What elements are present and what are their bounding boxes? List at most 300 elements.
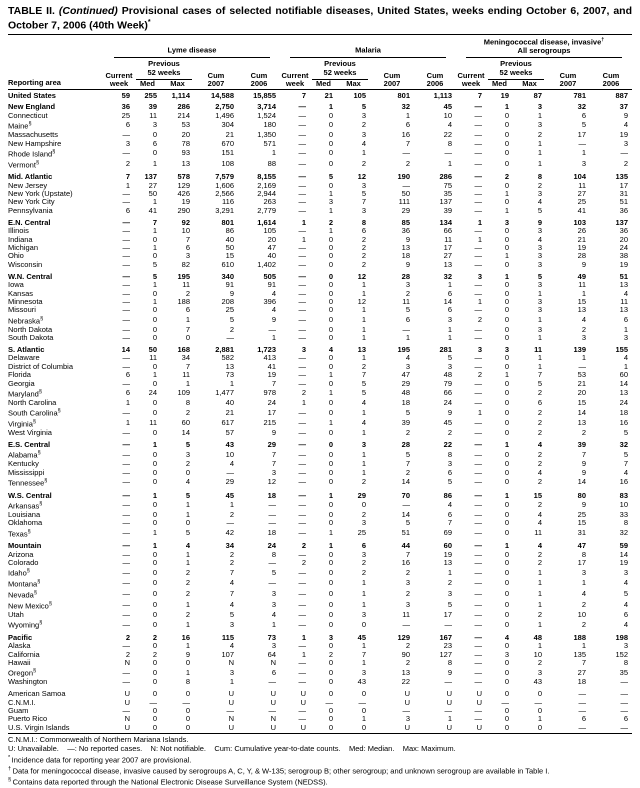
value-cell: 5	[405, 449, 411, 459]
value-cell: —	[122, 315, 130, 324]
value-cell: 7	[537, 370, 543, 380]
value-cell: 0	[504, 600, 510, 610]
value-cell: 3	[405, 280, 411, 290]
value-cell: 0	[504, 159, 510, 169]
reporting-area-label: Oregon§	[8, 668, 37, 678]
value-cell: 78	[181, 138, 190, 148]
value-cell: 2	[581, 619, 587, 629]
value-cell: —	[122, 459, 130, 469]
value-cell: 0	[328, 459, 334, 469]
value-cell: 1	[361, 305, 367, 315]
value-cell: 13	[619, 280, 629, 290]
value-cell: —	[534, 697, 543, 707]
value-cell: —	[578, 697, 587, 707]
value-cell: 2	[537, 609, 543, 619]
reporting-area-label: Hawaii	[8, 657, 31, 667]
value-cell: 195	[397, 344, 411, 354]
value-cell: 5	[537, 378, 543, 388]
value-cell: 34	[181, 353, 190, 363]
value-cell: —	[474, 172, 483, 182]
value-cell: 2	[477, 315, 483, 324]
value-cell: 2	[328, 217, 334, 227]
value-cell: 14	[577, 407, 587, 417]
value-cell: 1	[504, 271, 510, 281]
value-cell: 0	[504, 518, 510, 528]
value-cell: 75	[443, 180, 453, 190]
value-cell: 7	[361, 197, 367, 207]
value-cell: 19	[619, 130, 629, 140]
value-cell: 49	[577, 271, 587, 281]
value-cell: 2	[229, 324, 234, 334]
table-body	[8, 89, 632, 732]
value-cell: —	[298, 172, 307, 182]
value-cell: 6	[125, 370, 130, 380]
col-header-cum-2006: Cum 2006	[414, 58, 456, 89]
value-cell: 340	[221, 271, 234, 281]
reporting-area-label: Idaho§	[8, 568, 30, 578]
value-cell: 1	[537, 714, 543, 724]
value-cell: 12	[357, 172, 367, 182]
col-header-cum-2007: Cum 2007	[194, 58, 238, 89]
value-cell: —	[298, 418, 307, 428]
value-cell: 12	[357, 296, 367, 306]
value-cell: 134	[439, 217, 453, 227]
value-cell: 11	[578, 180, 587, 190]
value-cell: 281	[439, 344, 453, 354]
value-cell: 111	[398, 197, 411, 207]
value-cell: 0	[504, 110, 510, 120]
value-cell: 10	[181, 226, 190, 236]
value-cell: 0	[185, 518, 190, 528]
value-cell: —	[474, 518, 483, 528]
value-cell: 0	[152, 428, 157, 438]
value-cell: 1	[328, 189, 334, 199]
value-cell: 2	[405, 641, 411, 651]
value-cell: 2	[152, 632, 157, 642]
value-cell: —	[474, 509, 483, 519]
value-cell: 0	[504, 418, 510, 428]
value-cell: 1	[125, 418, 130, 428]
value-cell: 19	[577, 243, 587, 252]
value-cell: 86	[443, 490, 453, 500]
value-cell: —	[474, 440, 483, 450]
value-cell: 0	[504, 609, 510, 619]
value-cell: 0	[328, 333, 334, 343]
table-row	[8, 140, 632, 148]
value-cell: 14	[577, 477, 587, 487]
value-cell: 0	[504, 677, 510, 687]
value-cell: 23	[443, 641, 453, 651]
value-cell: 129	[397, 632, 411, 642]
value-cell: 2	[537, 407, 543, 417]
value-cell: 0	[152, 315, 157, 324]
value-cell: 18	[267, 490, 277, 500]
value-cell: 0	[537, 706, 543, 715]
value-cell: 3	[301, 344, 307, 354]
reporting-area-label: New Mexico§	[8, 601, 52, 611]
value-cell: 24	[267, 541, 277, 551]
value-cell: 0	[152, 722, 157, 732]
value-cell: 214	[177, 110, 190, 120]
value-cell: —	[226, 518, 234, 528]
value-cell: 3	[328, 197, 334, 207]
value-cell: —	[620, 697, 629, 707]
value-cell: 1	[504, 102, 510, 112]
value-cell: 104	[573, 172, 587, 182]
value-cell: —	[474, 305, 483, 315]
reporting-area-label: North Dakota	[8, 324, 53, 334]
value-cell: 304	[221, 120, 234, 130]
value-cell: 1	[301, 649, 307, 659]
value-cell: 24	[443, 397, 453, 407]
value-cell: 0	[152, 549, 157, 559]
value-cell: 801	[397, 90, 411, 100]
value-cell: 7	[623, 459, 629, 469]
value-cell: —	[122, 361, 130, 371]
value-cell: 0	[152, 305, 157, 315]
value-cell: —	[122, 567, 130, 577]
table-header	[8, 36, 632, 90]
value-cell: —	[122, 378, 130, 388]
value-cell: 17	[443, 243, 453, 252]
value-cell: 20	[619, 234, 629, 244]
value-cell: 8	[537, 172, 543, 182]
value-cell: 14	[401, 477, 411, 487]
value-cell: 36	[619, 205, 629, 215]
value-cell: 801	[221, 217, 234, 227]
value-cell: 1	[185, 509, 190, 519]
reporting-area-label: Tennessee§	[8, 478, 48, 488]
value-cell: —	[122, 518, 130, 528]
reporting-area-label: Wyoming§	[8, 620, 43, 630]
value-cell: 1	[185, 667, 190, 677]
value-cell: 1	[229, 677, 234, 687]
value-cell: —	[474, 619, 483, 629]
value-cell: —	[474, 324, 483, 334]
value-cell: 0	[504, 667, 510, 677]
value-cell: 0	[361, 619, 367, 629]
value-cell: 2	[537, 428, 543, 438]
table-row	[8, 539, 632, 551]
value-cell: 1	[152, 490, 157, 500]
value-cell: 0	[504, 280, 510, 290]
value-cell: 1	[537, 589, 543, 599]
value-cell: 11	[149, 353, 157, 363]
value-cell: U	[270, 689, 277, 699]
value-cell: 0	[152, 518, 157, 528]
value-cell: 37	[619, 102, 629, 112]
value-cell: 22	[443, 130, 453, 140]
value-cell: U	[404, 697, 411, 707]
value-cell: 48	[533, 632, 543, 642]
value-cell: 0	[504, 353, 510, 363]
value-cell: —	[298, 567, 307, 577]
value-cell: U	[228, 689, 234, 699]
value-cell: 9	[185, 649, 190, 659]
value-cell: 1	[361, 459, 367, 469]
value-cell: 0	[504, 333, 510, 343]
value-cell: —	[298, 189, 307, 199]
value-cell: 3	[125, 138, 130, 148]
reporting-area-label: New York City	[8, 197, 55, 207]
reporting-area-header: Reporting area	[8, 36, 104, 90]
value-cell: 167	[439, 632, 453, 642]
table-row	[8, 170, 632, 182]
value-cell: —	[474, 467, 483, 477]
value-cell: 0	[328, 243, 334, 252]
value-cell: —	[474, 459, 483, 469]
value-cell: 0	[328, 120, 334, 130]
value-cell: 29	[357, 490, 367, 500]
value-cell: 14	[401, 509, 411, 519]
value-cell: N	[228, 714, 234, 724]
value-cell: 33	[619, 509, 629, 519]
value-cell: —	[298, 180, 307, 190]
value-cell: 3	[361, 110, 367, 120]
value-cell: —	[268, 677, 277, 687]
table-title-continued: (Continued)	[58, 5, 118, 17]
reporting-area-label: Missouri	[8, 305, 36, 315]
value-cell: —	[474, 477, 483, 487]
value-cell: —	[474, 378, 483, 388]
value-cell: 7	[271, 378, 277, 388]
value-cell: 53	[577, 370, 587, 380]
value-cell: 7	[405, 459, 411, 469]
value-cell: 9	[623, 110, 629, 120]
value-cell: 35	[619, 667, 629, 677]
value-cell: 3	[271, 641, 277, 651]
value-cell: 0	[504, 180, 510, 190]
value-cell: —	[298, 197, 307, 207]
value-cell: 3	[405, 361, 411, 371]
value-cell: 28	[577, 251, 587, 261]
value-cell: 1,113	[433, 90, 453, 100]
value-cell: 11	[149, 110, 157, 120]
value-cell: 14	[619, 549, 629, 559]
value-cell: 31	[577, 527, 587, 537]
footnote-line: * Incidence data for reporting year 2007 are provisional.	[8, 754, 192, 765]
value-cell: 36	[401, 226, 411, 236]
value-cell: 47	[577, 541, 587, 551]
value-cell: 0	[504, 657, 510, 667]
value-cell: 2	[301, 541, 307, 551]
value-cell: 3	[361, 440, 367, 450]
value-cell: —	[122, 130, 130, 140]
value-cell: 20	[267, 234, 277, 244]
value-cell: 20	[181, 130, 190, 140]
value-cell: 1	[504, 490, 510, 500]
value-cell: 8	[447, 657, 453, 667]
value-cell: 135	[615, 172, 629, 182]
value-cell: —	[298, 226, 307, 236]
value-cell: 4	[623, 467, 629, 477]
value-cell: —	[298, 706, 307, 715]
value-cell: —	[578, 706, 587, 715]
value-cell: —	[474, 353, 483, 363]
value-cell: 45	[225, 490, 234, 500]
value-cell: 41	[267, 361, 277, 371]
value-cell: —	[474, 205, 483, 215]
value-cell: 9	[581, 259, 587, 269]
title-rule	[8, 34, 632, 35]
table-row	[8, 89, 632, 100]
value-cell: —	[298, 677, 307, 687]
value-cell: 215	[263, 418, 277, 428]
value-cell: 116	[222, 197, 234, 207]
value-cell: 0	[152, 361, 157, 371]
value-cell: —	[298, 459, 307, 469]
reporting-area-label: Mountain	[8, 541, 42, 551]
value-cell: U	[446, 722, 453, 732]
value-cell: 15	[577, 296, 587, 306]
value-cell: 1	[361, 428, 367, 438]
value-cell: 25	[577, 197, 587, 207]
value-cell: —	[182, 697, 190, 707]
col-header-med: Med	[310, 80, 337, 89]
value-cell: 1	[361, 407, 367, 417]
value-cell: —	[474, 600, 483, 610]
value-cell: 5	[623, 428, 629, 438]
value-cell: 3	[361, 667, 367, 677]
value-cell: 13	[443, 259, 453, 269]
value-cell: —	[474, 361, 483, 371]
value-cell: 2	[361, 509, 367, 519]
value-cell: 1	[537, 619, 543, 629]
value-cell: —	[298, 600, 307, 610]
value-cell: 1	[361, 578, 367, 588]
value-cell: 66	[443, 388, 453, 398]
value-cell: 1	[537, 110, 543, 120]
value-cell: 29	[267, 440, 277, 450]
value-cell: 32	[443, 271, 453, 281]
value-cell: 0	[328, 288, 334, 298]
value-cell: 4	[229, 641, 234, 651]
value-cell: 3	[447, 361, 453, 371]
value-cell: 50	[225, 243, 234, 252]
value-cell: 1,606	[215, 180, 234, 190]
value-cell: —	[474, 657, 483, 667]
table-row	[8, 589, 632, 600]
value-cell: 0	[185, 657, 190, 667]
value-cell: 21	[577, 234, 587, 244]
value-cell: 3	[447, 315, 453, 324]
value-cell: —	[298, 657, 307, 667]
value-cell: 0	[328, 397, 334, 407]
col-header-max: Max	[513, 80, 546, 89]
value-cell: 0	[185, 722, 190, 732]
value-cell: 31	[619, 189, 629, 199]
value-cell: 27	[443, 251, 453, 261]
value-cell: N	[270, 657, 277, 667]
value-cell: 2	[405, 657, 411, 667]
value-cell: 180	[263, 120, 277, 130]
value-cell: N	[270, 714, 277, 724]
value-cell: 0	[328, 477, 334, 487]
value-cell: —	[620, 689, 629, 699]
col-header-cum-2006: Cum 2006	[590, 58, 632, 89]
value-cell: 2,750	[215, 102, 234, 112]
reporting-area-label: United States	[8, 90, 56, 100]
value-cell: 0	[328, 110, 334, 120]
value-cell: 0	[152, 677, 157, 687]
value-cell: 5	[537, 271, 543, 281]
value-cell: —	[298, 280, 307, 290]
table-row	[8, 429, 632, 437]
value-cell: 1	[361, 288, 367, 298]
reporting-area-label: Mid. Atlantic	[8, 172, 53, 182]
value-cell: 2	[537, 418, 543, 428]
reporting-area-label: U.S. Virgin Islands	[8, 722, 70, 732]
value-cell: 21	[324, 90, 334, 100]
reporting-area-label: Ohio	[8, 251, 24, 261]
value-cell: —	[474, 226, 483, 236]
footnote-line: U: Unavailable. —: No reported cases. N: Not notifiable. Cum: Cumulative year-to-date counts. Med: Median. Max: Maximum.	[8, 744, 456, 754]
value-cell: 1	[361, 353, 367, 363]
value-cell: 7	[185, 234, 190, 244]
value-cell: —	[268, 509, 277, 519]
value-cell: 1	[152, 226, 157, 236]
value-cell: 12	[357, 271, 367, 281]
value-cell: 4	[537, 197, 543, 207]
value-cell: 0	[328, 689, 334, 699]
value-cell: 4	[271, 288, 277, 298]
value-cell: 0	[328, 509, 334, 519]
value-cell: 2	[361, 259, 367, 269]
value-cell: 10	[577, 609, 587, 619]
value-cell: 0	[152, 449, 157, 459]
value-cell: 286	[177, 102, 190, 112]
value-cell: 1	[581, 353, 587, 363]
col-header-cum-2006: Cum 2006	[238, 58, 280, 89]
value-cell: 1	[328, 226, 334, 236]
value-cell: 0	[361, 722, 367, 732]
value-cell: 6	[581, 714, 587, 724]
value-cell: 13	[357, 344, 367, 354]
value-cell: 978	[263, 388, 277, 398]
value-cell: 7	[405, 138, 411, 148]
value-cell: —	[122, 477, 130, 487]
value-cell: —	[122, 578, 130, 588]
value-cell: 2	[185, 288, 190, 298]
value-cell: 5	[361, 378, 367, 388]
value-cell: 1	[537, 138, 543, 148]
value-cell: 290	[177, 205, 190, 215]
value-cell: 2	[405, 467, 411, 477]
value-cell: 1	[623, 361, 629, 371]
reporting-area-label: Nebraska§	[8, 315, 44, 326]
value-cell: 14	[181, 428, 190, 438]
value-cell: 3	[405, 714, 411, 724]
value-cell: 4	[328, 344, 334, 354]
value-cell: 11	[444, 234, 453, 244]
value-cell: 4	[405, 353, 411, 363]
value-cell: 2	[152, 649, 157, 659]
value-cell: 10	[533, 649, 543, 659]
value-cell: 0	[537, 689, 543, 699]
value-cell: —	[122, 541, 130, 551]
value-cell: 1	[328, 527, 334, 537]
value-cell: —	[298, 407, 307, 417]
value-cell: —	[298, 315, 307, 324]
table-row	[8, 407, 632, 418]
value-cell: 0	[328, 378, 334, 388]
value-cell: 1	[185, 619, 190, 629]
value-cell: —	[474, 557, 483, 567]
value-cell: 0	[504, 305, 510, 315]
value-cell: 1	[185, 378, 190, 388]
table-row	[8, 477, 632, 488]
value-cell: 6	[125, 205, 130, 215]
